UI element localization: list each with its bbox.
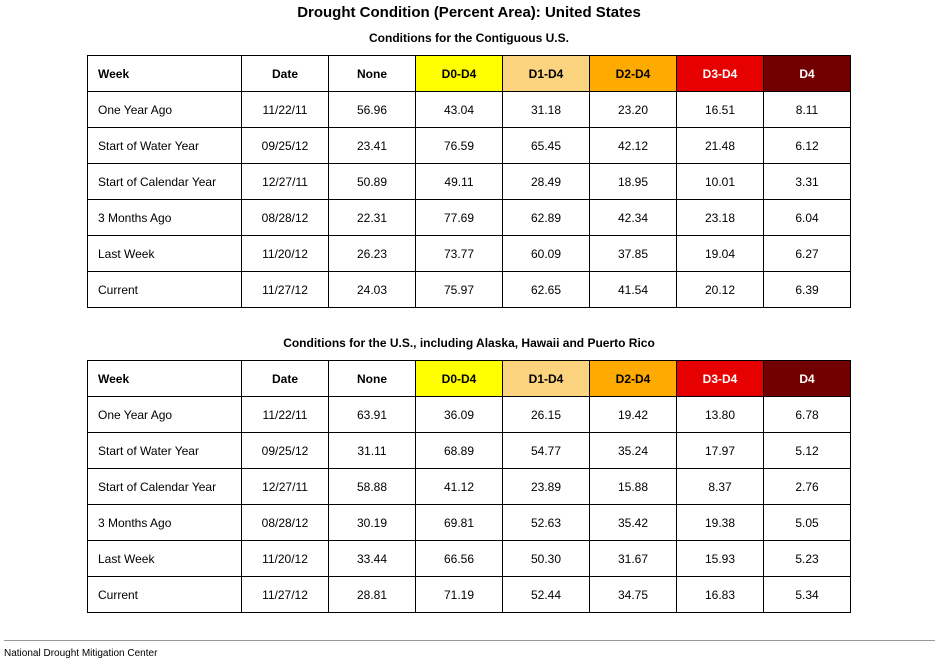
column-header-none: None [329,56,416,92]
cell-d0-d4: 41.12 [416,469,503,505]
cell-d2-d4: 42.34 [590,200,677,236]
cell-date: 11/20/12 [242,236,329,272]
cell-week: 3 Months Ago [88,200,242,236]
cell-d0-d4: 69.81 [416,505,503,541]
cell-week: Start of Water Year [88,128,242,164]
cell-d2-d4: 34.75 [590,577,677,613]
cell-d3-d4: 17.97 [677,433,764,469]
cell-d4: 2.76 [764,469,851,505]
cell-d1-d4: 60.09 [503,236,590,272]
column-header-d2-d4: D2-D4 [590,361,677,397]
drought-table-full-us [87,360,851,613]
cell-none: 23.41 [329,128,416,164]
cell-d3-d4: 19.04 [677,236,764,272]
cell-none: 22.31 [329,200,416,236]
cell-week: Current [88,577,242,613]
column-header-d4: D4 [764,56,851,92]
cell-week: Last Week [88,541,242,577]
cell-none: 26.23 [329,236,416,272]
table-row [88,92,851,128]
cell-date: 09/25/12 [242,128,329,164]
cell-d1-d4: 28.49 [503,164,590,200]
cell-none: 33.44 [329,541,416,577]
cell-week: One Year Ago [88,92,242,128]
cell-d3-d4: 20.12 [677,272,764,308]
cell-d0-d4: 43.04 [416,92,503,128]
column-header-week: Week [88,56,242,92]
table-row [88,433,851,469]
cell-d0-d4: 75.97 [416,272,503,308]
footer-credit: National Drought Mitigation Center [4,648,158,659]
cell-d4: 6.04 [764,200,851,236]
cell-d4: 3.31 [764,164,851,200]
cell-d0-d4: 76.59 [416,128,503,164]
cell-d0-d4: 71.19 [416,577,503,613]
cell-none: 28.81 [329,577,416,613]
cell-d4: 6.39 [764,272,851,308]
cell-d0-d4: 36.09 [416,397,503,433]
column-header-d1-d4: D1-D4 [503,56,590,92]
cell-week: Start of Water Year [88,433,242,469]
column-header-d2-d4: D2-D4 [590,56,677,92]
cell-date: 08/28/12 [242,505,329,541]
column-header-d3-d4: D3-D4 [677,56,764,92]
column-header-d0-d4: D0-D4 [416,361,503,397]
cell-d0-d4: 49.11 [416,164,503,200]
cell-d0-d4: 68.89 [416,433,503,469]
cell-d1-d4: 23.89 [503,469,590,505]
cell-d3-d4: 16.51 [677,92,764,128]
cell-d2-d4: 35.42 [590,505,677,541]
cell-d2-d4: 31.67 [590,541,677,577]
cell-date: 08/28/12 [242,200,329,236]
drought-table-contiguous [87,55,851,308]
cell-date: 11/27/12 [242,577,329,613]
cell-none: 63.91 [329,397,416,433]
cell-date: 12/27/11 [242,164,329,200]
cell-d1-d4: 65.45 [503,128,590,164]
cell-d2-d4: 41.54 [590,272,677,308]
cell-none: 58.88 [329,469,416,505]
table-row [88,577,851,613]
cell-d3-d4: 8.37 [677,469,764,505]
footer-divider [4,640,935,641]
table-row [88,236,851,272]
cell-date: 11/22/11 [242,92,329,128]
cell-d4: 6.78 [764,397,851,433]
cell-date: 11/20/12 [242,541,329,577]
cell-week: Last Week [88,236,242,272]
cell-d1-d4: 52.44 [503,577,590,613]
cell-week: 3 Months Ago [88,505,242,541]
cell-d2-d4: 19.42 [590,397,677,433]
cell-d1-d4: 26.15 [503,397,590,433]
header-row [88,361,851,397]
table-row [88,128,851,164]
cell-date: 09/25/12 [242,433,329,469]
cell-d1-d4: 62.89 [503,200,590,236]
cell-d2-d4: 23.20 [590,92,677,128]
column-header-d0-d4: D0-D4 [416,56,503,92]
page-title: Drought Condition (Percent Area): United States [297,4,641,21]
cell-d2-d4: 15.88 [590,469,677,505]
cell-d1-d4: 62.65 [503,272,590,308]
table-subtitle-contiguous: Conditions for the Contiguous U.S. [369,31,569,45]
cell-d1-d4: 31.18 [503,92,590,128]
cell-d4: 6.27 [764,236,851,272]
cell-week: Start of Calendar Year [88,469,242,505]
cell-d2-d4: 35.24 [590,433,677,469]
cell-d2-d4: 42.12 [590,128,677,164]
table-row [88,397,851,433]
cell-none: 30.19 [329,505,416,541]
cell-d4: 5.05 [764,505,851,541]
column-header-d1-d4: D1-D4 [503,361,590,397]
column-header-d3-d4: D3-D4 [677,361,764,397]
table-row [88,164,851,200]
table-header [88,361,851,397]
cell-date: 12/27/11 [242,469,329,505]
cell-d1-d4: 54.77 [503,433,590,469]
column-header-none: None [329,361,416,397]
cell-none: 56.96 [329,92,416,128]
cell-d1-d4: 52.63 [503,505,590,541]
cell-week: One Year Ago [88,397,242,433]
cell-date: 11/22/11 [242,397,329,433]
header-row [88,56,851,92]
cell-d3-d4: 13.80 [677,397,764,433]
table-row [88,505,851,541]
cell-d0-d4: 77.69 [416,200,503,236]
table-subtitle-full-us: Conditions for the U.S., including Alaska, Hawaii and Puerto Rico [283,336,655,350]
table-row [88,200,851,236]
cell-date: 11/27/12 [242,272,329,308]
cell-d2-d4: 18.95 [590,164,677,200]
cell-d3-d4: 15.93 [677,541,764,577]
cell-d4: 5.23 [764,541,851,577]
cell-d1-d4: 50.30 [503,541,590,577]
column-header-d4: D4 [764,361,851,397]
cell-d4: 6.12 [764,128,851,164]
table-row [88,541,851,577]
cell-d3-d4: 16.83 [677,577,764,613]
table-row [88,469,851,505]
cell-d4: 8.11 [764,92,851,128]
table-row [88,272,851,308]
cell-d4: 5.12 [764,433,851,469]
cell-d0-d4: 73.77 [416,236,503,272]
cell-none: 24.03 [329,272,416,308]
table-header [88,56,851,92]
cell-d2-d4: 37.85 [590,236,677,272]
column-header-date: Date [242,56,329,92]
cell-d3-d4: 23.18 [677,200,764,236]
cell-none: 31.11 [329,433,416,469]
cell-d3-d4: 19.38 [677,505,764,541]
cell-d3-d4: 10.01 [677,164,764,200]
cell-week: Start of Calendar Year [88,164,242,200]
column-header-date: Date [242,361,329,397]
column-header-week: Week [88,361,242,397]
cell-week: Current [88,272,242,308]
cell-none: 50.89 [329,164,416,200]
table-body [88,92,851,308]
cell-d0-d4: 66.56 [416,541,503,577]
cell-d3-d4: 21.48 [677,128,764,164]
table-body [88,397,851,613]
cell-d4: 5.34 [764,577,851,613]
